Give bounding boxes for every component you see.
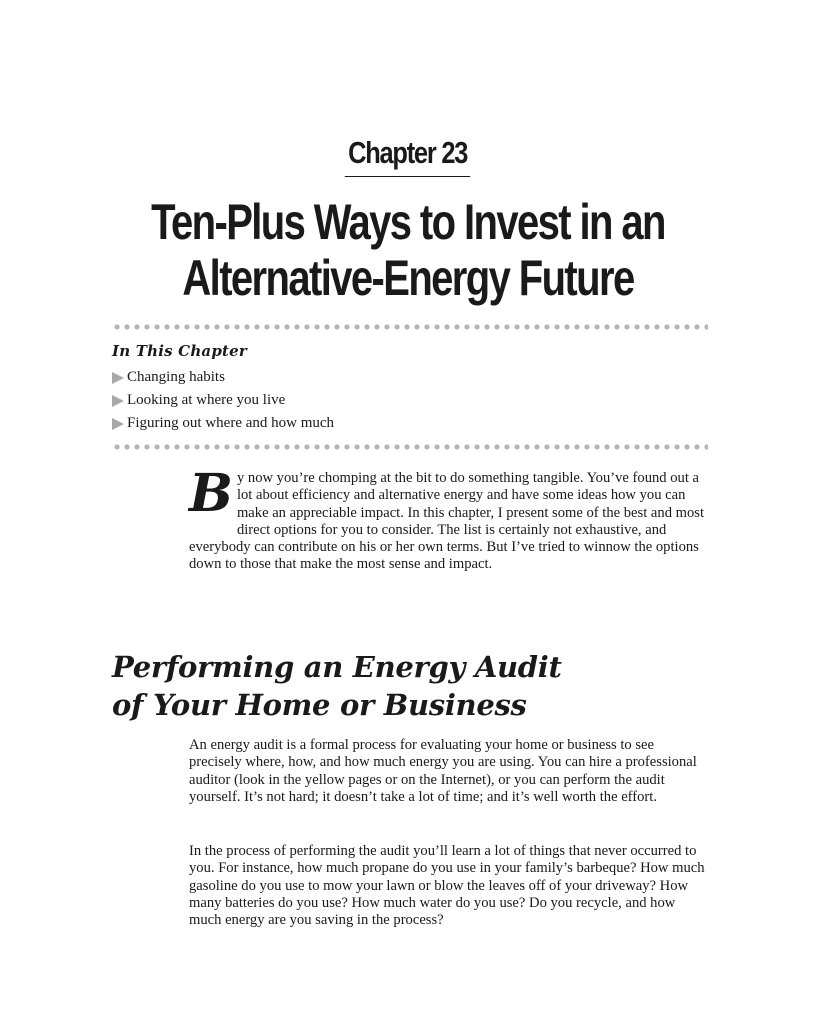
chapter-number-text: Chapter 23 bbox=[345, 134, 471, 177]
bullet-arrow-icon bbox=[112, 418, 124, 430]
chapter-topic-item bbox=[112, 412, 334, 435]
chapter-topics-list bbox=[112, 366, 334, 435]
intro-paragraph bbox=[189, 463, 709, 574]
body-paragraph-2: In the process of performing the audit you’ll learn a lot of things that never occurred to you. For instance, how much propane do you use in your family’s barbeque? How much gasoline do you use to mow your lawn or blow the leaves off of your driveway? How many batteries do you use? How much water do you use? Do you recycle, and how much energy are you saving in the process? bbox=[189, 843, 705, 929]
bullet-arrow-icon bbox=[112, 372, 124, 384]
section-heading-line-1: Performing an Energy Audit bbox=[112, 650, 562, 684]
intro-text: y now you’re chomping at the bit to do something tangible. You’ve found out a lot about efficiency and alternative energy and have some ideas how you can make an appreciable impact. In this chapter, I present some of the best and most direct options for you to consider. The list is certainly not exhaustive, and everybody can contribute on his or her own terms. But I’ve tried to winnow the options down to those that make the most sense and impact. bbox=[189, 470, 705, 573]
dotted-divider-bottom bbox=[112, 444, 708, 450]
chapter-topic-text: Looking at where you live bbox=[127, 392, 286, 408]
dotted-divider-top bbox=[112, 324, 708, 330]
bullet-arrow-icon bbox=[112, 395, 124, 407]
chapter-title bbox=[0, 194, 816, 306]
drop-cap: B bbox=[189, 463, 233, 524]
chapter-topic-text: Changing habits bbox=[127, 369, 225, 385]
chapter-title-line-2: Alternative-Energy Future bbox=[182, 250, 634, 306]
chapter-topic-item bbox=[112, 389, 334, 412]
in-this-chapter-heading: In This Chapter bbox=[112, 342, 248, 360]
section-heading-line-2: of Your Home or Business bbox=[112, 688, 527, 722]
body-paragraph-1: An energy audit is a formal process for evaluating your home or business to see precisely where, how, and how much energy you are using. You can hire a professional auditor (look in the yellow pages or on the Internet), or you can perform the audit yourself. It’s not hard; it doesn’t take a lot of time; and it’s well worth the effort. bbox=[189, 737, 697, 805]
chapter-topic-item bbox=[112, 366, 334, 389]
section-heading bbox=[112, 648, 562, 724]
chapter-title-line-1: Ten-Plus Ways to Invest in an bbox=[151, 194, 665, 250]
chapter-number bbox=[0, 134, 816, 177]
chapter-topic-text: Figuring out where and how much bbox=[127, 415, 335, 431]
